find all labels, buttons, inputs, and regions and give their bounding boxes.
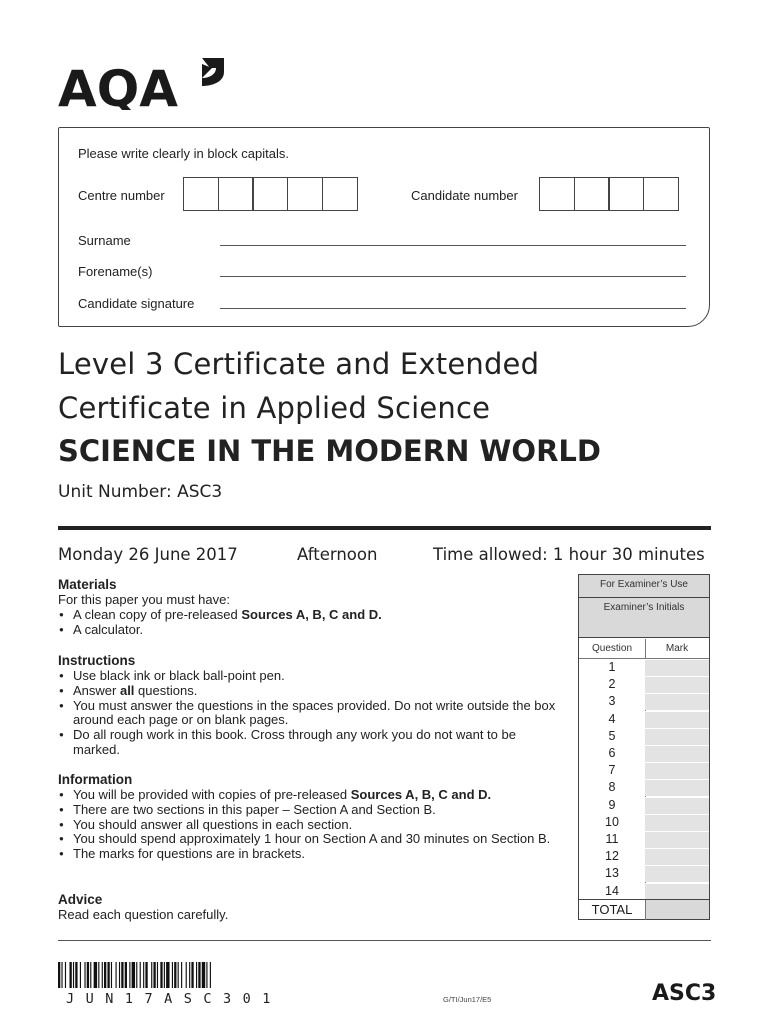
centre-number-boxes[interactable] (184, 177, 358, 211)
mark-cell (645, 676, 709, 693)
mark-cell (645, 814, 709, 831)
forenames-label: Forename(s) (78, 264, 153, 279)
question-row (579, 814, 709, 831)
instructions-heading: Instructions (58, 653, 136, 668)
total-label: TOTAL (591, 902, 633, 917)
digit-cell[interactable] (322, 177, 358, 211)
barcode-bar (94, 962, 97, 988)
question-row (579, 848, 709, 865)
barcode-bar (157, 962, 158, 988)
barcode-bar (104, 962, 106, 988)
barcode-bar (178, 962, 179, 988)
divider-bottom (58, 940, 711, 941)
divider-thick (58, 526, 711, 530)
examiner-use-table (578, 574, 710, 920)
barcode-bar (129, 962, 130, 988)
barcode-bar (125, 962, 127, 988)
question-row (579, 883, 709, 900)
question-number: 13 (605, 866, 619, 881)
information-section (58, 788, 558, 862)
examiner-initials: Examiner’s Initials (579, 598, 709, 638)
list-item: ● Answer all questions. (58, 684, 563, 699)
barcode-bar (132, 962, 135, 988)
exam-date: Monday 26 June 2017 (58, 545, 238, 564)
barcode-bar (58, 962, 60, 988)
barcode-bar (198, 962, 200, 988)
barcode-bar (80, 962, 81, 988)
total-mark-cell (646, 900, 709, 919)
barcode-bar (140, 962, 141, 988)
barcode-bar (164, 962, 165, 988)
digit-cell[interactable] (252, 177, 288, 211)
block-capitals-instruction: Please write clearly in block capitals. (78, 146, 289, 161)
question-row (579, 745, 709, 762)
question-row (579, 676, 709, 693)
print-code: G/TI/Jun17/E5 (443, 995, 492, 1004)
barcode-bar (116, 962, 117, 988)
question-number: 12 (605, 849, 619, 864)
question-number: 3 (608, 694, 616, 709)
barcode-bar (196, 962, 197, 988)
barcode-bar (151, 962, 152, 988)
materials-heading: Materials (58, 577, 117, 592)
aqa-logo (58, 52, 228, 110)
candidate-number-label: Candidate number (411, 188, 518, 203)
barcode-bar (84, 962, 85, 988)
aqa-logo-text: AQA (58, 60, 178, 110)
candidate-number-boxes[interactable] (540, 177, 679, 211)
list-item: ● There are two sections in this paper – Section A and Section B. (58, 803, 558, 818)
barcode-bar (206, 962, 207, 988)
examiner-use-header: For Examiner’s Use (579, 575, 709, 598)
barcode-bar (119, 962, 120, 988)
barcode-bar (107, 962, 109, 988)
question-number: 14 (605, 883, 619, 898)
question-row (579, 831, 709, 848)
signature-label: Candidate signature (78, 296, 195, 311)
barcode-bar (73, 962, 74, 988)
surname-label: Surname (78, 233, 131, 248)
barcode-bar (70, 962, 72, 988)
barcode-bar (166, 962, 169, 988)
list-item: ● You will be provided with copies of pre-released Sources A, B, C and D. (58, 788, 558, 803)
barcode-bar (172, 962, 173, 988)
question-number: 6 (608, 746, 616, 760)
list-item: ● You should spend approximately 1 hour on Section A and 30 minutes on Section B. (58, 832, 558, 847)
question-row (579, 728, 709, 745)
barcode-bar (189, 962, 190, 988)
signature-line[interactable] (220, 308, 686, 309)
barcode-bar (191, 962, 193, 988)
forenames-line[interactable] (220, 276, 686, 277)
list-item: ● The marks for questions are in brackets. (58, 847, 558, 862)
unit-number: Unit Number: ASC3 (58, 482, 223, 502)
mark-cell (645, 779, 709, 796)
list-item: ● Do all rough work in this book. Cross through any work you do not want to be marked. (58, 728, 563, 758)
aqa-leaf-icon (202, 58, 224, 86)
question-row (579, 659, 709, 676)
barcode (58, 962, 288, 988)
barcode-bar (181, 962, 182, 988)
barcode-bar (102, 962, 103, 988)
digit-cell[interactable] (574, 177, 610, 211)
mark-cell (645, 728, 709, 745)
mark-cell (645, 762, 709, 779)
digit-cell[interactable] (287, 177, 323, 211)
question-number: 8 (608, 780, 616, 795)
question-row (579, 711, 709, 728)
question-row (579, 693, 709, 710)
mark-cell (645, 797, 709, 814)
digit-cell[interactable] (643, 177, 679, 211)
mark-cell (645, 745, 709, 762)
barcode-bar (174, 962, 176, 988)
materials-intro: For this paper you must have: (58, 592, 230, 607)
question-number: 11 (605, 832, 619, 846)
barcode-bar (143, 962, 144, 988)
digit-cell[interactable] (218, 177, 254, 211)
surname-line[interactable] (220, 245, 686, 246)
mark-cell (645, 831, 709, 848)
advice-text: Read each question carefully. (58, 907, 229, 922)
qualification-title-line1: Level 3 Certificate and Extended (58, 347, 540, 381)
materials-section (58, 593, 558, 637)
question-number: 4 (608, 711, 616, 726)
barcode-bar (210, 962, 211, 988)
question-row (579, 762, 709, 779)
mark-cell (645, 711, 709, 728)
barcode-bar (61, 962, 62, 988)
mark-cell (645, 883, 709, 900)
question-row (579, 865, 709, 882)
barcode-bar (136, 962, 137, 988)
barcode-bar (75, 962, 77, 988)
barcode-bar (160, 962, 162, 988)
question-number: 10 (605, 814, 619, 829)
list-item: ● You should answer all questions in each section. (58, 818, 558, 833)
question-number: 9 (608, 797, 616, 812)
mark-cell (645, 848, 709, 865)
time-allowed: Time allowed: 1 hour 30 minutes (433, 545, 705, 564)
question-row (579, 797, 709, 814)
barcode-bar (121, 962, 123, 988)
barcode-bar (202, 962, 205, 988)
mark-column-header: Mark (645, 639, 709, 659)
digit-cell[interactable] (608, 177, 644, 211)
barcode-bar (145, 962, 147, 988)
list-item: ● A clean copy of pre-released Sources A, B, C and D. (58, 608, 558, 623)
digit-cell[interactable] (539, 177, 575, 211)
barcode-bar (98, 962, 99, 988)
barcode-bar (186, 962, 187, 988)
barcode-text: JUN17ASC301 (66, 991, 282, 1007)
digit-cell[interactable] (183, 177, 219, 211)
barcode-bar (153, 962, 155, 988)
question-number: 2 (608, 677, 616, 692)
instructions-section (58, 669, 563, 758)
unit-code: ASC3 (652, 981, 717, 1006)
paper-title: SCIENCE IN THE MODERN WORLD (58, 434, 601, 468)
mark-cell (645, 693, 709, 710)
barcode-bar (111, 962, 112, 988)
list-item: ● You must answer the questions in the spaces provided. Do not write outside the box around each page or on blank pages. (58, 699, 563, 729)
question-number: 7 (608, 763, 616, 778)
question-row (579, 779, 709, 796)
barcode-bar (90, 962, 91, 988)
centre-number-label: Centre number (78, 188, 165, 203)
information-heading: Information (58, 772, 133, 787)
mark-cell (645, 865, 709, 882)
list-item: ● Use black ink or black ball-point pen. (58, 669, 563, 684)
question-number: 1 (608, 660, 616, 674)
mark-cell (645, 659, 709, 676)
question-number: 5 (608, 728, 616, 743)
qualification-title-line2: Certificate in Applied Science (58, 391, 491, 425)
barcode-bar (87, 962, 89, 988)
list-item: ● A calculator. (58, 623, 558, 638)
exam-session: Afternoon (297, 545, 378, 564)
question-column-header: Question (579, 639, 645, 659)
advice-heading: Advice (58, 892, 103, 907)
barcode-bar (65, 962, 66, 988)
